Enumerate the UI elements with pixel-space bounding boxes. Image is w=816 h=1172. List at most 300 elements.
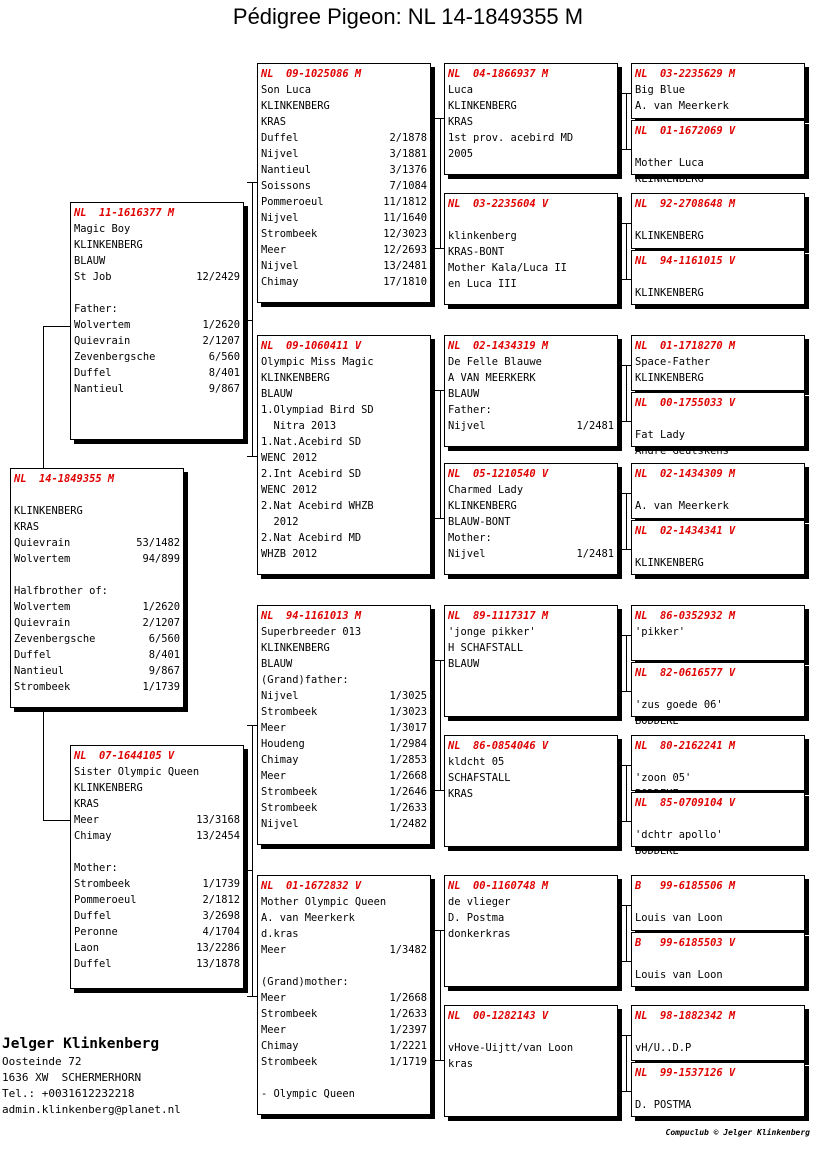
info-text: Mother Olympic Queen [261, 896, 387, 908]
info-text: Strombeek [261, 802, 318, 814]
info-text: KLINKENBERG [14, 505, 83, 517]
connector-line [622, 549, 631, 550]
info-text: Nijvel [261, 818, 299, 830]
info-result [729, 498, 801, 514]
connector-line [247, 996, 257, 997]
connector-line [622, 765, 631, 766]
info-result [330, 640, 427, 656]
info-line [261, 114, 427, 130]
info-text: Houdeng [261, 738, 305, 750]
info-text: BLAUW-BONT [448, 516, 511, 528]
ring-number: NL 98-1882342 M [635, 1010, 736, 1022]
info-line [635, 624, 801, 640]
pigeon-card-fmf [444, 335, 618, 447]
info-result [355, 1086, 427, 1102]
info-text: Strombeek [261, 706, 318, 718]
info-text: KLINKENBERG [635, 173, 704, 185]
info-text: Nijvel [448, 420, 486, 432]
info-line [261, 194, 427, 210]
info-result [704, 155, 801, 171]
info-line [635, 754, 801, 770]
info-line [448, 624, 614, 640]
info-line [261, 624, 427, 640]
info-result: 1/1739 [202, 878, 240, 890]
info-result [448, 212, 614, 228]
connector-line [622, 961, 631, 962]
info-line [74, 908, 240, 924]
info-line [635, 285, 801, 301]
info-line [74, 796, 240, 812]
info-line [74, 269, 240, 285]
info-result: 9/867 [148, 665, 180, 677]
pigeon-card-g3 [631, 193, 805, 249]
pigeon-card-mfm [444, 735, 618, 847]
info-text: BLAUW [448, 388, 480, 400]
ring-number: NL 94-1161015 V [635, 255, 736, 267]
info-text: St Job [74, 271, 112, 283]
info-result [691, 770, 801, 786]
info-line [261, 402, 427, 418]
connector-line [622, 493, 631, 494]
info-line [635, 967, 801, 983]
info-result [723, 910, 801, 926]
info-line [448, 114, 614, 130]
info-result [536, 370, 614, 386]
pigeon-card-mother [70, 745, 244, 989]
info-text: Strombeek [74, 878, 131, 890]
info-line [635, 539, 801, 555]
info-result [511, 926, 614, 942]
connector-line [435, 930, 444, 931]
info-text: Nijvel [261, 212, 299, 224]
info-line [635, 269, 801, 285]
info-text: 'zus goede 06' [635, 699, 723, 711]
info-line [635, 827, 801, 843]
connector-line [626, 765, 627, 821]
info-line [448, 146, 614, 162]
connector-line [622, 223, 631, 224]
info-result [635, 754, 801, 770]
ring-number: NL 03-2235604 V [448, 198, 549, 210]
info-result [261, 958, 427, 974]
info-text: (Grand)mother: [261, 976, 349, 988]
info-line [635, 443, 801, 459]
info-text: A. van Meerkerk [261, 912, 355, 924]
info-result [523, 482, 614, 498]
info-result [704, 228, 801, 244]
ring-number: NL 85-0709104 V [635, 797, 736, 809]
info-result [517, 98, 614, 114]
info-line [635, 1024, 801, 1040]
info-text: donkerkras [448, 928, 511, 940]
info-line [261, 1086, 427, 1102]
connector-line [244, 320, 252, 321]
info-line [448, 418, 614, 434]
info-text: kldcht 05 [448, 756, 505, 768]
connector-line [626, 93, 627, 149]
ring-number: NL 03-2235629 M [635, 68, 736, 80]
info-text: Meer [74, 814, 100, 826]
info-result [479, 656, 614, 672]
info-result [361, 624, 427, 640]
info-result [118, 860, 240, 876]
info-result: 2/1878 [389, 132, 427, 144]
info-result: 6/560 [148, 633, 180, 645]
info-line [448, 130, 614, 146]
info-text: Duffel [74, 367, 112, 379]
ring-number: NL 04-1866937 M [448, 68, 549, 80]
pigeon-card-mf [257, 605, 431, 845]
ring-number: B 99-6185503 V [635, 937, 736, 949]
info-text: Chimay [261, 754, 299, 766]
info-result [473, 1056, 614, 1072]
info-line [261, 530, 427, 546]
info-result [299, 514, 427, 530]
info-result [317, 450, 427, 466]
info-line [635, 155, 801, 171]
info-result: 1/2646 [389, 786, 427, 798]
info-result [635, 212, 801, 228]
info-text: WENC 2012 [261, 452, 318, 464]
ring-number: NL 00-1160748 M [448, 880, 549, 892]
info-result [511, 770, 614, 786]
info-result: 17/1810 [383, 276, 427, 288]
info-text: Nantieul [74, 383, 125, 395]
info-line [74, 828, 240, 844]
info-line [448, 1056, 614, 1072]
info-result: 13/2286 [196, 942, 240, 954]
info-line [261, 784, 427, 800]
info-line [261, 752, 427, 768]
pigeon-card-g10 [631, 662, 805, 727]
info-line [261, 98, 427, 114]
info-text: KLINKENBERG [261, 642, 330, 654]
info-text: D. POSTMA [635, 1099, 692, 1111]
info-result: 3/1376 [389, 164, 427, 176]
ring-number: NL 86-0854046 V [448, 740, 549, 752]
info-text: Meer [261, 944, 287, 956]
info-result [573, 1040, 614, 1056]
info-result [39, 519, 180, 535]
pigeon-card-g2 [631, 120, 805, 185]
info-line [635, 1040, 801, 1056]
info-text: 2.Int Acebird SD [261, 468, 362, 480]
info-result: 1/2482 [389, 818, 427, 830]
info-text: Quievrain [14, 537, 71, 549]
pigeon-card-g4 [631, 250, 805, 305]
info-result [492, 402, 614, 418]
info-line [635, 228, 801, 244]
info-text: Nantieul [261, 164, 312, 176]
info-result [317, 482, 427, 498]
info-result [723, 967, 801, 983]
info-line [261, 162, 427, 178]
info-line [14, 599, 180, 615]
info-result [349, 974, 427, 990]
connector-line [626, 365, 627, 421]
info-text: WENC 2012 [261, 484, 318, 496]
info-line [635, 697, 801, 713]
pigeon-card-g6 [631, 392, 805, 457]
info-line [261, 688, 427, 704]
info-line [14, 615, 180, 631]
info-text: d.kras [261, 928, 299, 940]
info-text: Magic Boy [74, 223, 131, 235]
connector-line [435, 790, 444, 791]
info-line [14, 519, 180, 535]
ring-number: NL 89-1117317 M [448, 610, 549, 622]
info-line [261, 482, 427, 498]
info-line [74, 940, 240, 956]
info-text: Mother: [74, 862, 118, 874]
info-text: 'jonge pikker' [448, 626, 536, 638]
info-line [261, 958, 427, 974]
info-result [386, 894, 427, 910]
info-result [311, 82, 427, 98]
info-line [261, 974, 427, 990]
info-text: (Grand)father: [261, 674, 349, 686]
info-result: 1/2397 [389, 1024, 427, 1036]
info-line [261, 768, 427, 784]
info-line [635, 427, 801, 443]
info-text: BLAUW [261, 388, 293, 400]
info-line [14, 503, 180, 519]
connector-line [435, 248, 444, 249]
info-text: Strombeek [261, 228, 318, 240]
info-line [635, 82, 801, 98]
info-line [448, 402, 614, 418]
connector-line [435, 390, 444, 391]
ring-number: NL 05-1210540 V [448, 468, 549, 480]
info-result: 1/2984 [389, 738, 427, 750]
info-line [261, 1006, 427, 1022]
info-text: De Felle Blauwe [448, 356, 542, 368]
info-text: WHZB 2012 [261, 548, 318, 560]
info-line [448, 894, 614, 910]
info-line [261, 816, 427, 832]
ring-number: NL 14-1849355 M [14, 473, 115, 485]
info-result [473, 114, 614, 130]
info-result: 12/2693 [383, 244, 427, 256]
info-line [261, 910, 427, 926]
info-text: BLAUW [74, 255, 106, 267]
info-line [635, 212, 801, 228]
info-line [14, 663, 180, 679]
info-text: Nijvel [261, 148, 299, 160]
info-result [479, 386, 614, 402]
info-line [14, 567, 180, 583]
info-result: 1/2853 [389, 754, 427, 766]
info-text: 2.Nat Acebird MD [261, 532, 362, 544]
info-line [635, 482, 801, 498]
pigeon-card-g15 [631, 1005, 805, 1061]
ring-number: NL 02-1434309 M [635, 468, 736, 480]
ring-number: NL 02-1434319 M [448, 340, 549, 352]
info-line [261, 1054, 427, 1070]
pigeon-card-subject [10, 468, 184, 708]
info-text: Meer [261, 770, 287, 782]
info-text: Wolvertem [74, 319, 131, 331]
ring-number: NL 80-2162241 M [635, 740, 736, 752]
info-result [83, 503, 180, 519]
info-result: 1/2221 [389, 1040, 427, 1052]
info-text: 'zoon 05' [635, 772, 692, 784]
owner-address: Oosteinde 72 [2, 1055, 82, 1068]
info-line [635, 171, 801, 187]
info-text: Son Luca [261, 84, 312, 96]
info-result: 1/2633 [389, 1008, 427, 1020]
info-text: Meer [261, 1024, 287, 1036]
info-line [635, 713, 801, 729]
copyright-footer: Compuclub © Jelger Klinkenberg [665, 1128, 810, 1137]
ring-number: NL 94-1161013 M [261, 610, 362, 622]
info-line [14, 535, 180, 551]
info-line [14, 679, 180, 695]
info-text: Strombeek [261, 786, 318, 798]
pigeon-card-g14 [631, 932, 805, 987]
info-line [74, 285, 240, 301]
info-line [14, 583, 180, 599]
info-result [635, 951, 801, 967]
info-line [448, 926, 614, 942]
info-text: Zevenbergsche [14, 633, 96, 645]
info-result [504, 244, 614, 260]
info-result: 13/2454 [196, 830, 240, 842]
info-result [635, 1024, 801, 1040]
info-result [573, 130, 614, 146]
connector-line [252, 182, 253, 456]
info-text: KRAS [74, 798, 100, 810]
info-line [261, 720, 427, 736]
info-text: BODDEKE [635, 845, 679, 857]
info-result [473, 146, 614, 162]
info-text: Nijvel [448, 548, 486, 560]
info-line [14, 551, 180, 567]
info-text: Olympic Miss Magic [261, 356, 374, 368]
info-result: 4/1704 [202, 926, 240, 938]
info-text: Big Blue [635, 84, 686, 96]
info-result [729, 443, 801, 459]
info-line [74, 221, 240, 237]
info-text: Chimay [261, 276, 299, 288]
info-result [355, 910, 427, 926]
pigeon-card-mm [257, 875, 431, 1115]
info-line [74, 876, 240, 892]
ring-number: NL 99-1537126 V [635, 1067, 736, 1079]
info-text: Space-Father [635, 356, 711, 368]
info-text: Duffel [261, 132, 299, 144]
info-line [448, 498, 614, 514]
info-text: A. van Meerkerk [635, 100, 729, 112]
info-result [635, 811, 801, 827]
pigeon-card-mff [444, 605, 618, 717]
info-text: - Olympic Queen [261, 1088, 355, 1100]
info-text: Louis van Loon [635, 969, 723, 981]
info-line [635, 354, 801, 370]
info-text: SCHAFSTALL [448, 772, 511, 784]
info-line [261, 354, 427, 370]
info-line [635, 1097, 801, 1113]
ring-number: NL 86-0352932 M [635, 610, 736, 622]
info-text: klinkenberg [448, 230, 517, 242]
info-result [105, 253, 240, 269]
info-line [74, 860, 240, 876]
ring-number: NL 82-0616577 V [635, 667, 736, 679]
info-result: 1/2668 [389, 770, 427, 782]
info-result: 1/2481 [576, 548, 614, 560]
info-result [361, 530, 427, 546]
info-text: Nijvel [261, 690, 299, 702]
info-line [635, 139, 801, 155]
info-text: Mother: [448, 532, 492, 544]
connector-line [622, 149, 631, 150]
info-text: Soissons [261, 180, 312, 192]
connector-line [247, 725, 257, 726]
info-text: KLINKENBERG [635, 557, 704, 569]
connector-line [622, 421, 631, 422]
info-line [261, 178, 427, 194]
info-result [317, 546, 427, 562]
info-text: Quievrain [14, 617, 71, 629]
connector-line [626, 635, 627, 691]
pigeon-card-fmm [444, 463, 618, 575]
info-line [261, 82, 427, 98]
info-line [261, 1070, 427, 1086]
info-result: 2/1207 [202, 335, 240, 347]
info-result [710, 354, 801, 370]
info-result [635, 482, 801, 498]
info-result: 1/3017 [389, 722, 427, 734]
info-line [261, 546, 427, 562]
connector-line [435, 118, 444, 119]
info-text: Andre Geutskens [635, 445, 729, 457]
connector-line [435, 660, 444, 661]
info-result [74, 285, 240, 301]
connector-line [622, 635, 631, 636]
info-result: 1/3023 [389, 706, 427, 718]
info-result: 11/1640 [383, 212, 427, 224]
connector-line [626, 1035, 627, 1091]
info-text: Wolvertem [14, 553, 71, 565]
info-text: KLINKENBERG [448, 100, 517, 112]
info-line [448, 82, 614, 98]
info-result: 1/1719 [389, 1056, 427, 1068]
info-text: Meer [261, 244, 287, 256]
info-line [74, 253, 240, 269]
info-text: kras [448, 1058, 474, 1070]
ring-number: NL 01-1718270 M [635, 340, 736, 352]
info-result [108, 583, 180, 599]
info-text: KRAS-BONT [448, 246, 505, 258]
info-line [261, 258, 427, 274]
info-result: 1/3482 [389, 944, 427, 956]
info-line [261, 1022, 427, 1038]
info-text: vH/U..D.P [635, 1042, 692, 1054]
info-line [74, 301, 240, 317]
info-line [74, 924, 240, 940]
connector-line [626, 493, 627, 549]
info-line [448, 786, 614, 802]
pigeon-card-fm [257, 335, 431, 575]
info-result [336, 418, 427, 434]
info-line [261, 926, 427, 942]
info-line [261, 1038, 427, 1054]
info-result [473, 82, 614, 98]
info-result [704, 171, 801, 187]
pigeon-card-g8 [631, 520, 805, 575]
connector-line [435, 1060, 444, 1061]
info-line [261, 800, 427, 816]
